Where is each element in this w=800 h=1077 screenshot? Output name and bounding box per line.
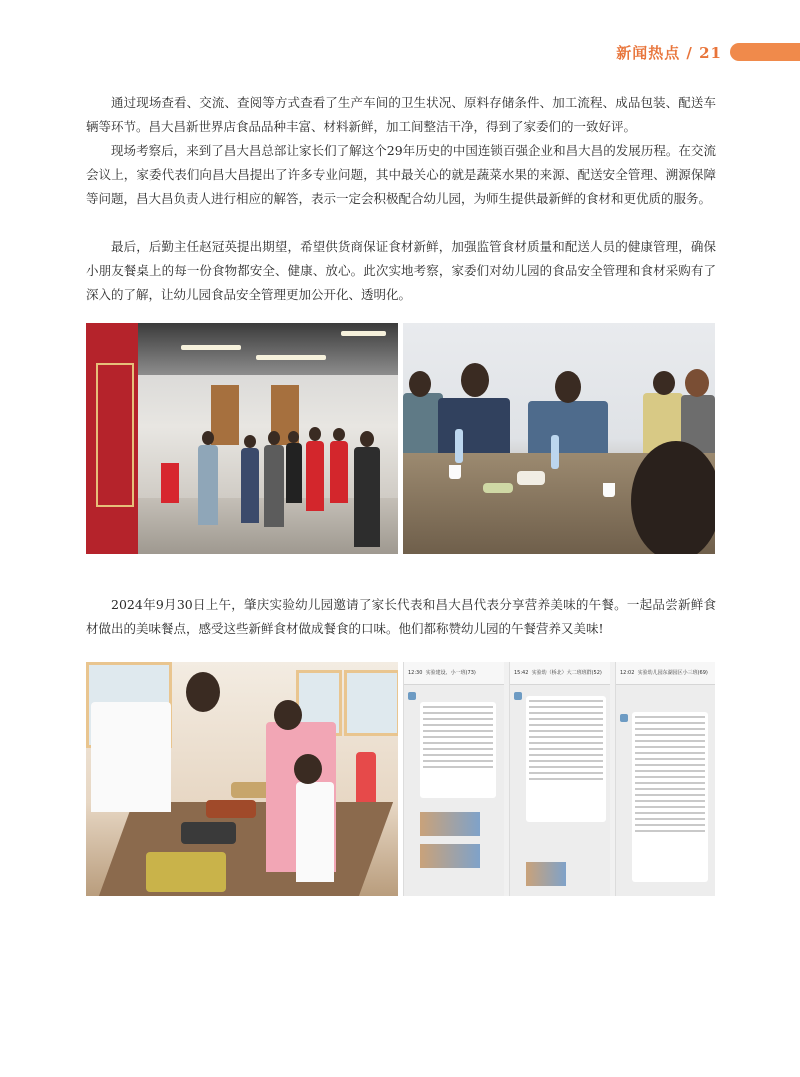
paragraph-headquarters: 现场考察后，来到了昌大昌总部让家长们了解这个29年历史的中国连锁百强企业和昌大昌的发展历程。在交流会议上，家委代表们向昌大昌提出了许多专业问题，其中最关心的就是蔬菜水果的来源、配送安全管理、溯源保障等问题，昌大昌负责人进行相应的解答，表示一定会积极配合幼儿园，为师生提供最新鲜的食材和更优质的服务。 [86,143,716,206]
child [296,782,334,882]
chat-title: 实验建设、小一班(73) [425,670,476,676]
paragraph-conclusion: 最后，后勤主任赵冠英提出期望，希望供货商保证食材新鲜，加强监管食材质量和配送人员的健康管理，确保小朋友餐桌上的每一份食物都安全、健康、放心。此次实地考察，家委们对幼儿园的食品安全管理和食材采购有了深入的了解，让幼儿园食品安全管理更加公开化、透明化。 [86,239,716,302]
person [241,448,259,523]
person [286,443,302,503]
chat-status-time: 12:02 [620,670,635,676]
child [356,752,376,802]
red-standee [161,463,179,503]
person [354,447,380,547]
food-tray [181,822,236,844]
chat-title: 实验幼儿园东湖园区小三班(69) [637,670,708,676]
chat-screen-2 [509,662,610,896]
photo-chat-screenshots [403,662,715,896]
chat-screen-3 [615,662,715,896]
chat-status-time: 12:30 [408,670,423,676]
person [91,702,171,812]
person [330,441,348,503]
photo-meeting [403,323,715,554]
paragraph-inspection: 通过现场查看、交流、查阅等方式查看了生产车间的卫生状况、原料存储条件、加工流程、成品包装、配送车辆等环节。昌大昌新世界店食品品种丰富、材料新鲜，加工间整洁干净，得到了家委们的一致好评。 [86,95,716,134]
food-tray [206,800,256,818]
food-tray [146,852,226,892]
photo-lunch-sharing [86,662,398,896]
chat-title: 实验幼（桥北）大二班班群(52) [531,670,602,676]
header-accent-bar [730,43,800,61]
foreground-head [631,441,715,554]
chat-status-time: 15:42 [514,670,529,676]
person [198,445,218,525]
person [264,445,284,527]
header-title: 新闻热点 / 21 [616,44,722,62]
person [306,441,324,511]
red-exhibit-wall [86,323,138,554]
photo-hall-visit [86,323,398,554]
paragraph-lunch: 2024年9月30日上午，肇庆实验幼儿园邀请了家长代表和昌大昌代表分享营养美味的午餐。一起品尝新鲜食材做出的美味餐点，感受这些新鲜食材做成餐食的口味。他们都称赞幼儿园的午餐营养又美味! [86,597,716,636]
chat-screen-1 [403,662,504,896]
